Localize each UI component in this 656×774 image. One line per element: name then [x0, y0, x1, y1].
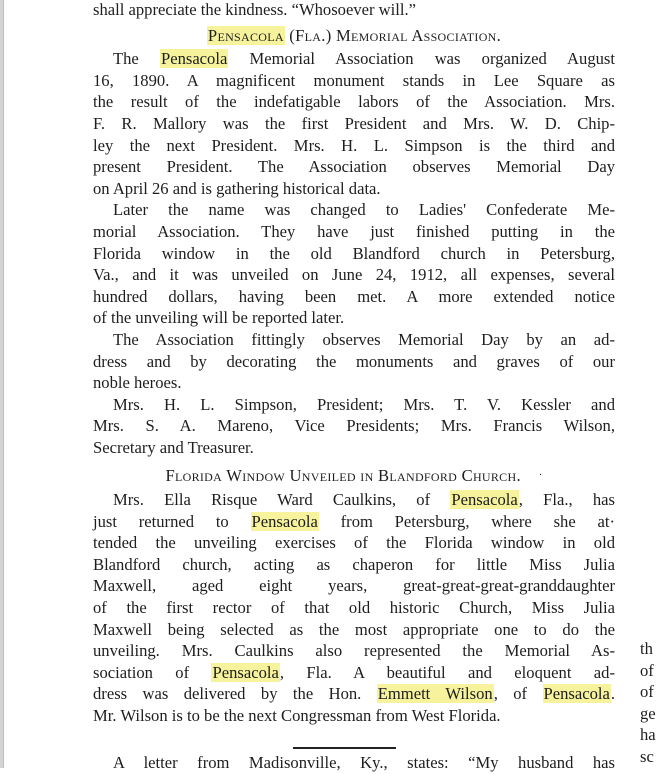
text-line: morial Association. They have just finished putting in the: [93, 221, 615, 241]
search-highlight: Pensacola: [160, 49, 228, 69]
text-line: present President. The Association observes Memorial Day: [93, 157, 615, 177]
stray-mark: ·: [538, 470, 543, 482]
paragraph: [93, 489, 615, 727]
text-line: Maxwell being selected as the most appropriate one to do the: [93, 619, 615, 639]
next-paragraph-line: A letter from Madisonville, Ky., states: “My husband has: [113, 753, 615, 772]
text-run: , Fla., has: [518, 490, 615, 510]
search-highlight: Pensacola: [212, 662, 279, 682]
text-run: Memorial Association was organized August: [228, 49, 615, 69]
paragraph: [93, 329, 615, 394]
section1-body: [93, 48, 615, 458]
text-line: hundred dollars, having been met. A more extended notice: [93, 286, 615, 306]
text-run: .: [610, 684, 616, 704]
text-line: Florida window in the old Blandford church in Petersburg,: [93, 243, 615, 263]
text-line: noble heroes.: [93, 373, 182, 393]
text-line: of the unveiling will be reported later.: [93, 308, 345, 328]
text-line: [93, 662, 615, 684]
viewer-left-border: [0, 0, 4, 768]
fragment-text: sc: [640, 746, 654, 766]
opening-line: shall appreciate the kindness. “Whosoever will.”: [93, 0, 417, 19]
text-line: [93, 48, 615, 70]
fragment-text: of: [640, 682, 654, 702]
search-highlight: Pensacola: [207, 25, 284, 45]
text-line: Maxwell, aged eight years, great-great-great-granddaughter: [93, 576, 615, 596]
text-line: Mrs. S. A. Mareno, Vice Presidents; Mrs. Francis Wilson,: [93, 416, 615, 436]
section2-body: [93, 489, 615, 727]
text-line: ley the next President. Mrs. H. L. Simpson is the third and: [93, 135, 615, 155]
text-line: tended the unveiling exercises of the Florida window in old: [93, 533, 615, 553]
text-line: the result of the indefatigable labors of the Association. Mrs.: [93, 92, 615, 112]
text-line: [93, 489, 615, 511]
text-run: sociation of: [93, 662, 212, 682]
text-run: dress was delivered by the Hon.: [93, 684, 377, 704]
text-line: Mrs. H. L. Simpson, President; Mrs. T. V. Kessler and: [113, 394, 615, 414]
text-line: of the first rector of that old historic Church, Miss Julia: [93, 598, 615, 618]
text-run: The: [113, 49, 160, 69]
article-column: [93, 0, 615, 727]
text-line: unveiling. Mrs. Caulkins also represented the Memorial As-: [93, 641, 615, 661]
text-line: Secretary and Treasurer.: [93, 437, 254, 457]
fragment-text: ge: [640, 703, 656, 723]
paragraph: [93, 199, 615, 329]
section-divider-rule: [293, 747, 396, 749]
text-line: Blandford church, acting as chaperon for little Miss Julia: [93, 554, 615, 574]
text-line: F. R. Mallory was the first President and Mrs. W. D. Chip-: [93, 113, 615, 133]
search-highlight: Pensacola: [251, 511, 318, 531]
adjacent-column-fragment: [640, 638, 656, 768]
text-line: [93, 511, 615, 533]
text-line: on April 26 and is gathering historical data.: [93, 178, 381, 198]
text-line: [93, 683, 615, 705]
text-run: just returned to: [93, 511, 251, 531]
search-highlight: Pensacola: [451, 490, 518, 510]
text-line: Mr. Wilson is to be the next Congressman from West Florida.: [93, 706, 501, 725]
text-line: dress and by decorating the monuments and graves of our: [93, 351, 615, 371]
section-heading-pensacola-memorial: Pensacola (Fla.) Memorial Association.: [207, 25, 502, 45]
search-highlight: Pensacola: [543, 684, 610, 704]
text-line: 16, 1890. A magnificent monument stands in Lee Square as: [93, 70, 615, 90]
fragment-text: ha: [640, 725, 656, 745]
paragraph: [93, 48, 615, 199]
text-run: Mrs. Ella Risque Ward Caulkins, of: [113, 490, 451, 510]
text-line: Later the name was changed to Ladies' Confederate Me-: [113, 200, 615, 220]
fragment-text: th: [640, 639, 653, 658]
text-line: The Association fittingly observes Memorial Day by an ad-: [113, 329, 615, 349]
fragment-text: of: [640, 660, 654, 680]
paragraph: [93, 394, 615, 459]
section-heading-florida-window: Florida Window Unveiled in Blandford Church. ·: [165, 466, 543, 486]
text-run: from Petersburg, where she at·: [318, 511, 615, 531]
search-highlight: Emmett Wilson: [377, 684, 493, 704]
text-run: , Fla. A beautiful and eloquent ad-: [279, 662, 615, 682]
text-line: Va., and it was unveiled on June 24, 1912, all expenses, several: [93, 265, 615, 285]
text-run: , of: [493, 684, 543, 704]
